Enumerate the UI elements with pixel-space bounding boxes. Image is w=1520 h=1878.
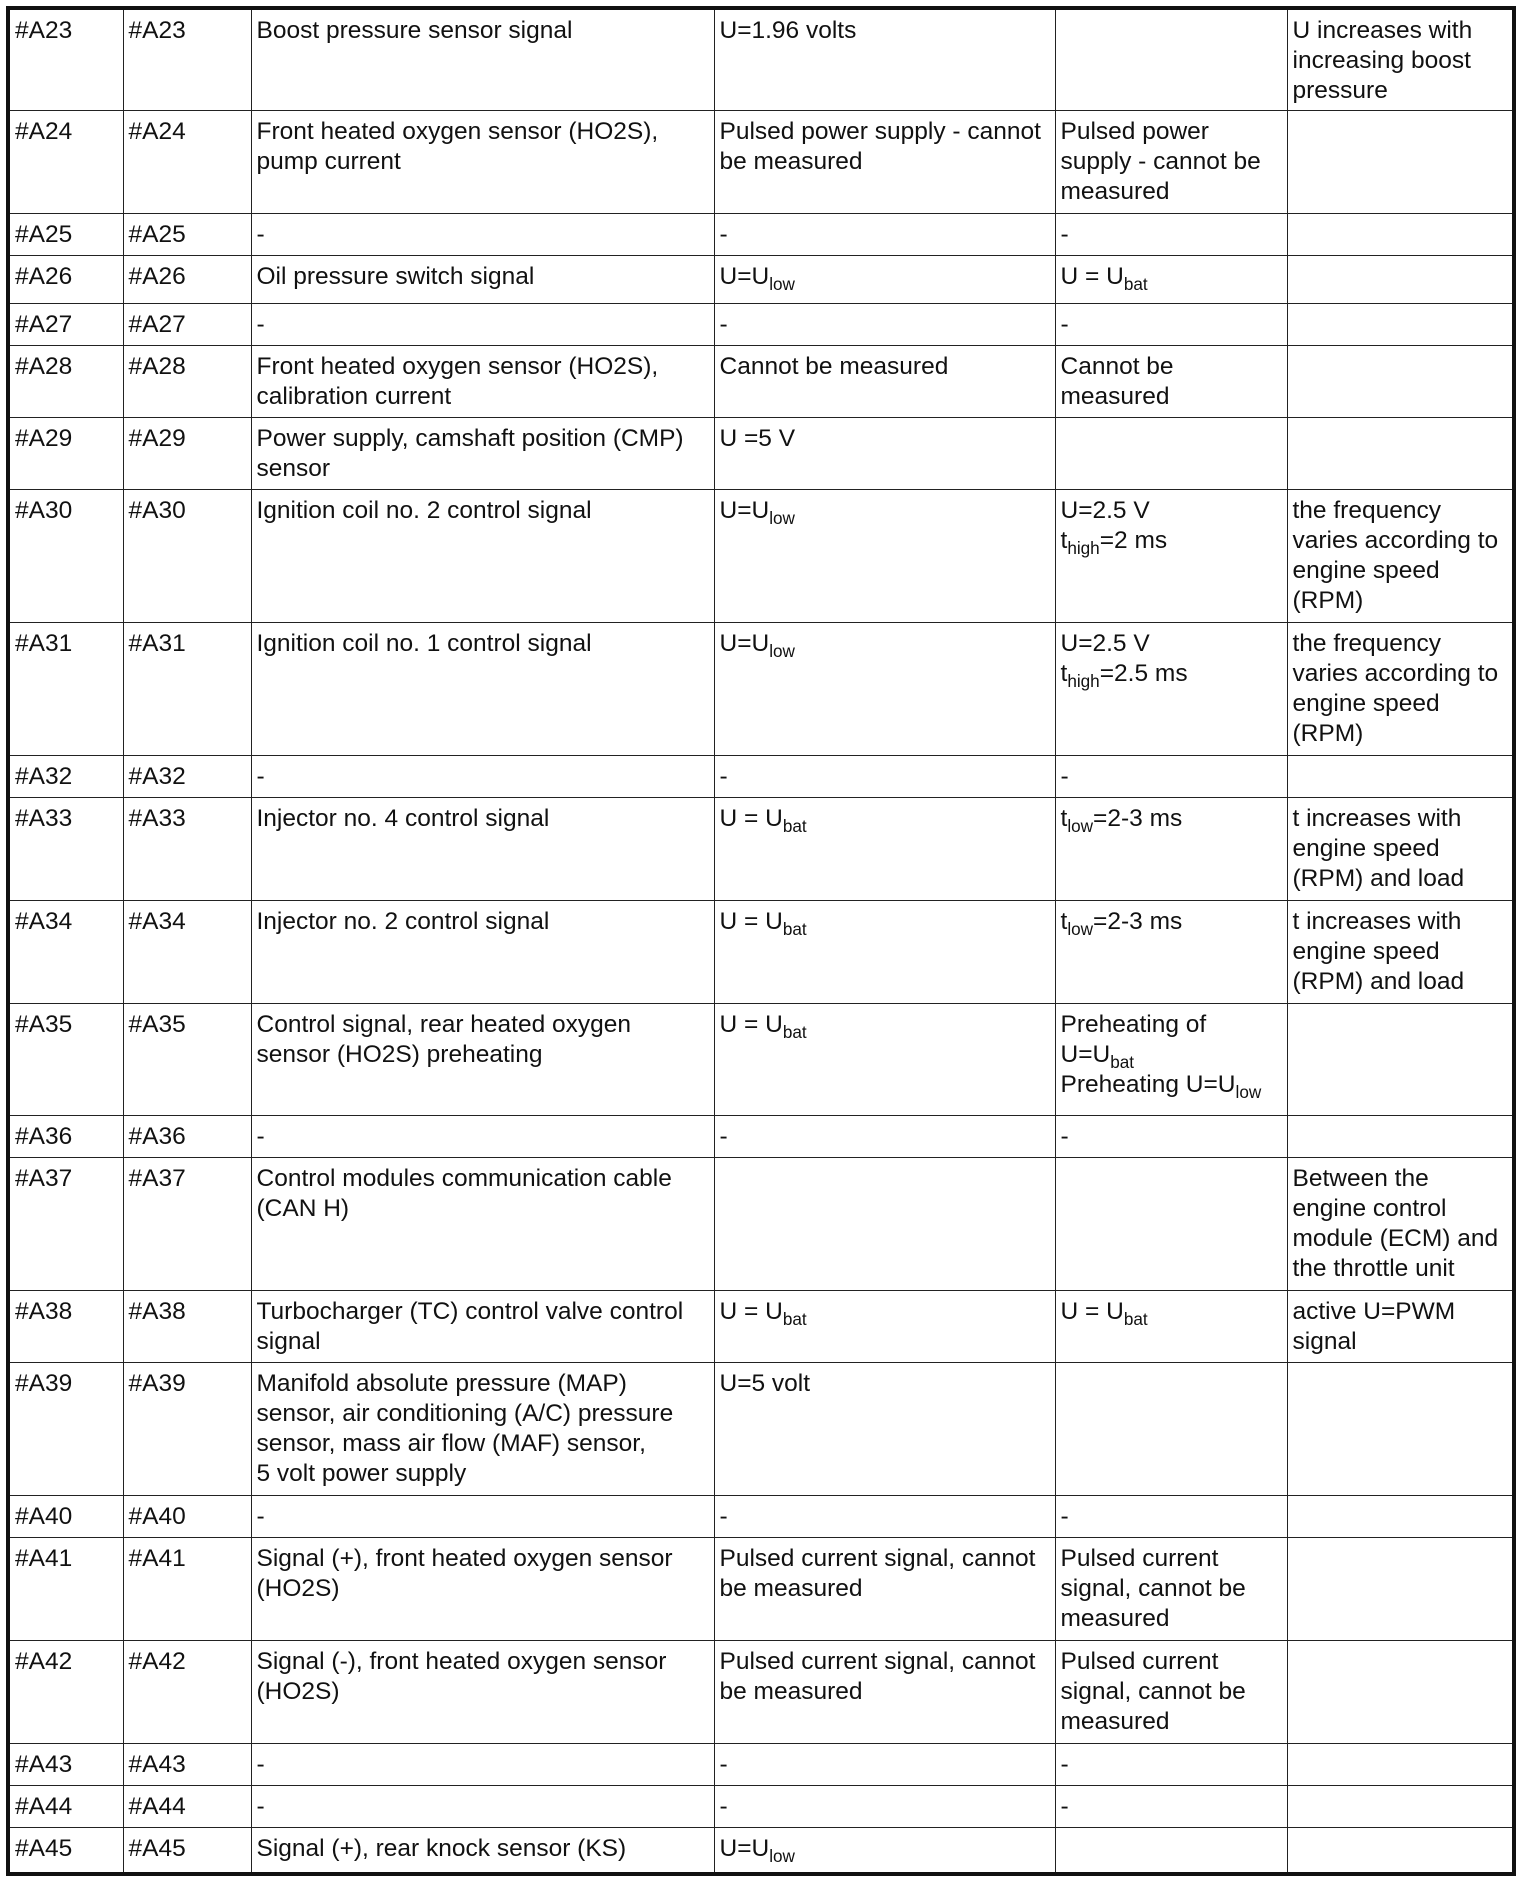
- idle-cell: [1055, 622, 1287, 755]
- description-text: Manifold absolute pressure (MAP) sensor, air conditioning (A/C) pressure sensor, mass air flow (MAF) sensor,: [256, 1369, 674, 1457]
- description-cell: -: [251, 1495, 714, 1537]
- value-text: U=U: [1060, 1040, 1111, 1068]
- pin-cell: #A31: [8, 622, 123, 755]
- value-subscript: low: [769, 507, 795, 528]
- value-subscript: low: [1067, 815, 1094, 836]
- description-cell: Front heated oxygen sensor (HO2S), calibration current: [251, 345, 714, 417]
- pin-cell: #A32: [8, 755, 123, 797]
- pin-cell: #A41: [123, 1537, 251, 1640]
- ignition-on-cell: U=1.96 volts: [714, 8, 1055, 110]
- description-cell: Front heated oxygen sensor (HO2S), pump current: [251, 110, 714, 213]
- table-row: [8, 8, 1514, 110]
- value-text: =2-3 ms: [1093, 804, 1183, 832]
- note-cell: [1287, 1115, 1514, 1157]
- pin-cell: #A35: [8, 1003, 123, 1115]
- value-subscript: low: [1235, 1081, 1262, 1102]
- idle-cell: -: [1055, 755, 1287, 797]
- note-cell: active U=PWM signal: [1287, 1290, 1514, 1362]
- ignition-on-cell: -: [714, 1115, 1055, 1157]
- idle-cell: -: [1055, 303, 1287, 345]
- value-text: Preheating U=U: [1060, 1070, 1236, 1098]
- table-row: [8, 417, 1514, 489]
- pin-cell: #A43: [8, 1743, 123, 1785]
- value-subscript: bat: [1110, 1051, 1135, 1072]
- note-cell: U increases with increasing boost pressure: [1287, 8, 1514, 110]
- value-line: [1061, 526, 1282, 556]
- description-cell: Signal (-), front heated oxygen sensor (HO2S): [251, 1640, 714, 1743]
- pin-cell: #A40: [8, 1495, 123, 1537]
- pin-cell: #A29: [8, 417, 123, 489]
- pin-cell: #A34: [123, 900, 251, 1003]
- table-row: [8, 1115, 1514, 1157]
- idle-cell: [1055, 255, 1287, 303]
- pin-cell: #A42: [8, 1640, 123, 1743]
- description-cell: -: [251, 1785, 714, 1827]
- pin-cell: #A24: [123, 110, 251, 213]
- ignition-on-cell: [714, 255, 1055, 303]
- idle-cell: Pulsed power supply - cannot be measured: [1055, 110, 1287, 213]
- value-subscript: high: [1067, 537, 1100, 558]
- table-row: [8, 1003, 1514, 1115]
- table-row: [8, 303, 1514, 345]
- value-text: U = U: [719, 907, 783, 935]
- value-text: t: [1060, 526, 1068, 554]
- note-cell: the frequency varies according to engine speed (RPM): [1287, 622, 1514, 755]
- note-cell: [1287, 1640, 1514, 1743]
- pin-cell: #A33: [123, 797, 251, 900]
- pin-cell: #A26: [8, 255, 123, 303]
- note-cell: Between the engine control module (ECM) and the throttle unit: [1287, 1157, 1514, 1290]
- value-line: U=2.5 V: [1060, 496, 1150, 524]
- description-cell: Signal (+), rear knock sensor (KS): [251, 1827, 714, 1874]
- pin-cell: #A25: [123, 213, 251, 255]
- description-cell: Injector no. 4 control signal: [251, 797, 714, 900]
- idle-cell: [1055, 489, 1287, 622]
- idle-cell: Pulsed current signal, cannot be measured: [1055, 1537, 1287, 1640]
- table-row: [8, 345, 1514, 417]
- value-text: U = U: [719, 1010, 783, 1038]
- pin-cell: #A38: [8, 1290, 123, 1362]
- value-text: U=U: [719, 1834, 770, 1862]
- value-text: U=U: [719, 262, 770, 290]
- description-text: 5 volt power supply: [256, 1459, 467, 1487]
- description-cell: Boost pressure sensor signal: [251, 8, 714, 110]
- ignition-on-cell: Cannot be measured: [714, 345, 1055, 417]
- value-subscript: high: [1067, 670, 1100, 691]
- idle-cell: Pulsed current signal, cannot be measured: [1055, 1640, 1287, 1743]
- ignition-on-cell: -: [714, 755, 1055, 797]
- value-text: U = U: [1060, 262, 1124, 290]
- value-text: t: [1060, 659, 1068, 687]
- pin-cell: #A29: [123, 417, 251, 489]
- idle-cell: -: [1055, 1785, 1287, 1827]
- idle-cell: [1055, 417, 1287, 489]
- note-cell: [1287, 1003, 1514, 1115]
- pin-cell: #A25: [8, 213, 123, 255]
- description-cell: -: [251, 1115, 714, 1157]
- description-cell: Control signal, rear heated oxygen sensor (HO2S) preheating: [251, 1003, 714, 1115]
- note-cell: [1287, 1785, 1514, 1827]
- value-text: =2 ms: [1099, 526, 1168, 554]
- idle-cell: Cannot be measured: [1055, 345, 1287, 417]
- value-line: [1061, 659, 1282, 689]
- ignition-on-cell: -: [714, 303, 1055, 345]
- note-cell: [1287, 303, 1514, 345]
- pin-table: [6, 6, 1516, 1876]
- ignition-on-cell: Pulsed power supply - cannot be measured: [714, 110, 1055, 213]
- pin-cell: #A39: [123, 1362, 251, 1495]
- pin-cell: #A32: [123, 755, 251, 797]
- ignition-on-cell: -: [714, 1743, 1055, 1785]
- table-row: [8, 900, 1514, 1003]
- ignition-on-cell: [714, 1290, 1055, 1362]
- note-cell: [1287, 1743, 1514, 1785]
- value-text: t: [1060, 804, 1068, 832]
- ignition-on-cell: -: [714, 1785, 1055, 1827]
- table-row: [8, 1827, 1514, 1874]
- pin-cell: #A44: [8, 1785, 123, 1827]
- value-text: U = U: [719, 1297, 783, 1325]
- idle-cell: [1055, 1157, 1287, 1290]
- pin-cell: #A41: [8, 1537, 123, 1640]
- pin-cell: #A34: [8, 900, 123, 1003]
- ignition-on-cell: [714, 489, 1055, 622]
- table-row: [8, 622, 1514, 755]
- description-cell: -: [251, 755, 714, 797]
- ignition-on-cell: -: [714, 213, 1055, 255]
- note-cell: [1287, 417, 1514, 489]
- table-row: [8, 1362, 1514, 1495]
- note-cell: [1287, 110, 1514, 213]
- description-cell: -: [251, 1743, 714, 1785]
- idle-cell: [1055, 900, 1287, 1003]
- pin-cell: #A36: [123, 1115, 251, 1157]
- ignition-on-cell: Pulsed current signal, cannot be measured: [714, 1640, 1055, 1743]
- ignition-on-cell: -: [714, 1495, 1055, 1537]
- table-row: [8, 1290, 1514, 1362]
- ignition-on-cell: [714, 1003, 1055, 1115]
- idle-cell: [1055, 8, 1287, 110]
- note-cell: [1287, 255, 1514, 303]
- pin-cell: #A27: [8, 303, 123, 345]
- pin-cell: #A40: [123, 1495, 251, 1537]
- pin-cell: #A26: [123, 255, 251, 303]
- pin-cell: #A31: [123, 622, 251, 755]
- description-cell: [251, 1362, 714, 1495]
- table-row: [8, 797, 1514, 900]
- idle-cell: [1055, 1290, 1287, 1362]
- value-text: U=U: [719, 496, 770, 524]
- pin-cell: #A28: [8, 345, 123, 417]
- ignition-on-cell: [714, 900, 1055, 1003]
- idle-cell: [1055, 797, 1287, 900]
- idle-cell: [1055, 1362, 1287, 1495]
- value-subscript: low: [769, 273, 795, 294]
- value-subscript: bat: [782, 1021, 807, 1042]
- value-subscript: bat: [1123, 1308, 1148, 1329]
- pin-cell: #A36: [8, 1115, 123, 1157]
- note-cell: t increases with engine speed (RPM) and load: [1287, 900, 1514, 1003]
- pin-cell: #A42: [123, 1640, 251, 1743]
- value-subscript: low: [769, 1845, 795, 1866]
- table-row: [8, 1537, 1514, 1640]
- description-cell: -: [251, 213, 714, 255]
- ignition-on-cell: Pulsed current signal, cannot be measured: [714, 1537, 1055, 1640]
- value-text: U = U: [719, 804, 783, 832]
- value-text: t: [1060, 907, 1068, 935]
- table-row: [8, 1785, 1514, 1827]
- value-subscript: low: [1067, 918, 1094, 939]
- note-cell: the frequency varies according to engine speed (RPM): [1287, 489, 1514, 622]
- table-row: [8, 213, 1514, 255]
- value-subscript: low: [769, 640, 795, 661]
- description-cell: Control modules communication cable (CAN H): [251, 1157, 714, 1290]
- description-cell: Turbocharger (TC) control valve control signal: [251, 1290, 714, 1362]
- note-cell: [1287, 1827, 1514, 1874]
- table-row: [8, 1743, 1514, 1785]
- pin-cell: #A33: [8, 797, 123, 900]
- pin-cell: #A27: [123, 303, 251, 345]
- pin-cell: #A43: [123, 1743, 251, 1785]
- table-row: [8, 755, 1514, 797]
- table-row: [8, 1495, 1514, 1537]
- value-line: [1061, 1040, 1282, 1070]
- idle-cell: [1055, 1827, 1287, 1874]
- ignition-on-cell: [714, 622, 1055, 755]
- value-subscript: bat: [782, 1308, 807, 1329]
- description-cell: Oil pressure switch signal: [251, 255, 714, 303]
- pin-cell: #A45: [8, 1827, 123, 1874]
- value-line: [1061, 1070, 1282, 1100]
- idle-cell: -: [1055, 1743, 1287, 1785]
- note-cell: [1287, 755, 1514, 797]
- pin-cell: #A30: [8, 489, 123, 622]
- idle-cell: -: [1055, 1495, 1287, 1537]
- note-cell: t increases with engine speed (RPM) and load: [1287, 797, 1514, 900]
- description-cell: Signal (+), front heated oxygen sensor (HO2S): [251, 1537, 714, 1640]
- ignition-on-cell: U=5 volt: [714, 1362, 1055, 1495]
- pin-cell: #A35: [123, 1003, 251, 1115]
- table-row: [8, 489, 1514, 622]
- value-subscript: bat: [782, 815, 807, 836]
- pin-cell: #A28: [123, 345, 251, 417]
- pin-cell: #A37: [123, 1157, 251, 1290]
- value-text: =2.5 ms: [1099, 659, 1188, 687]
- note-cell: [1287, 345, 1514, 417]
- table-row: [8, 255, 1514, 303]
- table-row: [8, 1157, 1514, 1290]
- value-text: U=U: [719, 629, 770, 657]
- value-text: U = U: [1060, 1297, 1124, 1325]
- value-line: U=2.5 V: [1060, 629, 1150, 657]
- note-cell: [1287, 1537, 1514, 1640]
- value-subscript: bat: [1123, 273, 1148, 294]
- idle-cell: [1055, 1003, 1287, 1115]
- description-cell: Injector no. 2 control signal: [251, 900, 714, 1003]
- table-row: [8, 1640, 1514, 1743]
- pin-cell: #A44: [123, 1785, 251, 1827]
- note-cell: [1287, 1362, 1514, 1495]
- description-cell: -: [251, 303, 714, 345]
- pin-cell: #A39: [8, 1362, 123, 1495]
- pin-cell: #A23: [8, 8, 123, 110]
- idle-cell: -: [1055, 1115, 1287, 1157]
- ignition-on-cell: [714, 1827, 1055, 1874]
- description-cell: Power supply, camshaft position (CMP) sensor: [251, 417, 714, 489]
- pin-cell: #A45: [123, 1827, 251, 1874]
- pin-cell: #A24: [8, 110, 123, 213]
- ignition-on-cell: U =5 V: [714, 417, 1055, 489]
- description-cell: Ignition coil no. 1 control signal: [251, 622, 714, 755]
- pin-cell: #A23: [123, 8, 251, 110]
- idle-cell: -: [1055, 213, 1287, 255]
- ignition-on-cell: [714, 797, 1055, 900]
- pin-cell: #A37: [8, 1157, 123, 1290]
- value-text: =2-3 ms: [1093, 907, 1183, 935]
- pin-cell: #A30: [123, 489, 251, 622]
- value-subscript: bat: [782, 918, 807, 939]
- description-cell: Ignition coil no. 2 control signal: [251, 489, 714, 622]
- table-row: [8, 110, 1514, 213]
- note-cell: [1287, 1495, 1514, 1537]
- note-cell: [1287, 213, 1514, 255]
- value-line: Preheating of: [1060, 1010, 1207, 1038]
- ignition-on-cell: [714, 1157, 1055, 1290]
- pin-cell: #A38: [123, 1290, 251, 1362]
